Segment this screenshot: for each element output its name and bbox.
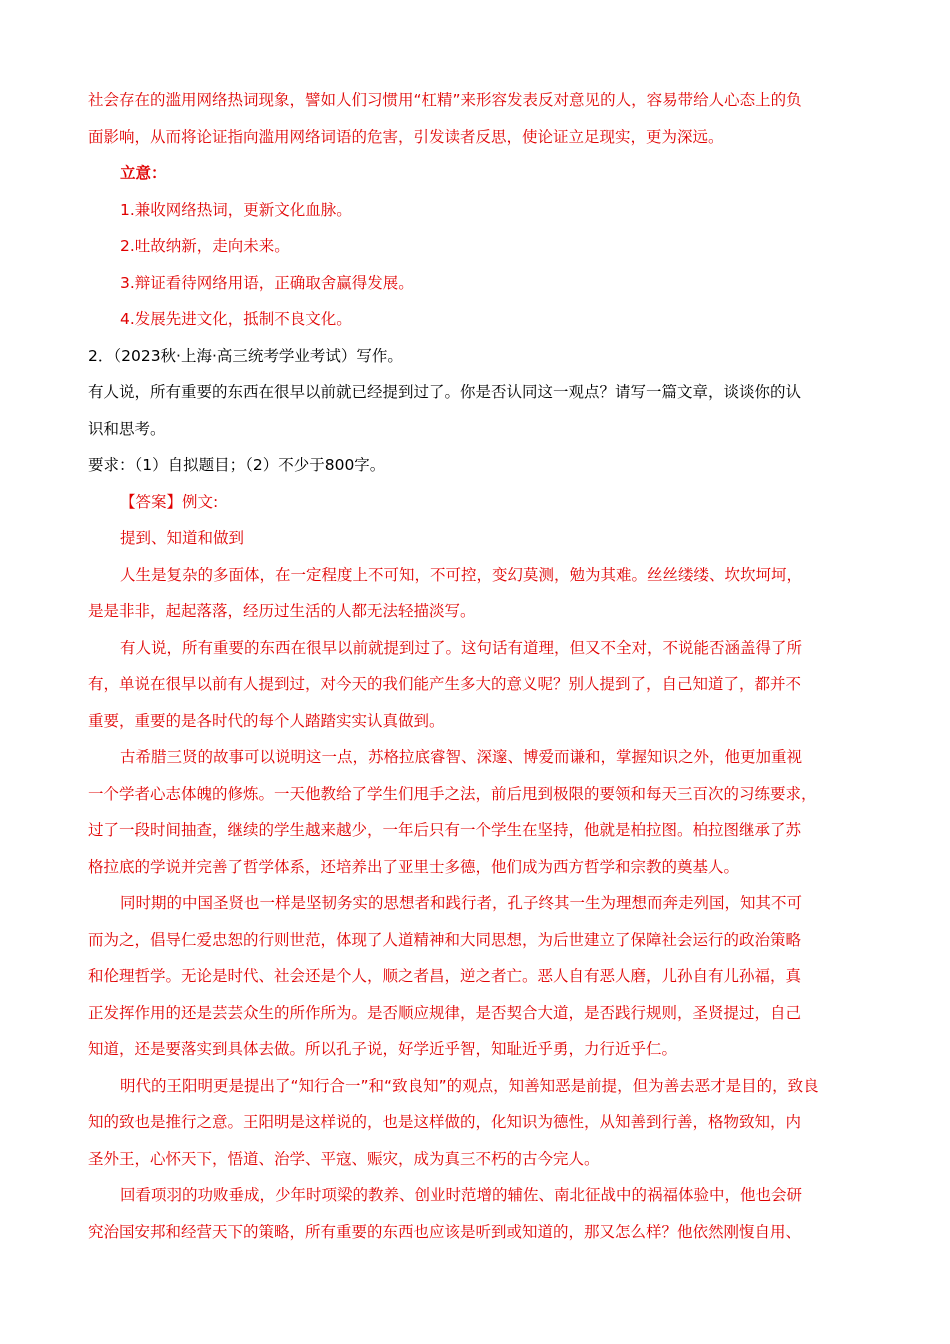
essay-line: 究治国安邦和经营天下的策略，所有重要的东西也应该是听到或知道的，那又怎么样？他依然刚愎自用、: [88, 1222, 802, 1241]
essay-paragraph-4: [88, 885, 862, 1068]
essay-line: 明代的王阳明更是提出了“知行合一”和“致良知”的观点，知善知恶是前提，但为善去恶才是目的，致良: [120, 1076, 819, 1095]
essay-line: 过了一段时间抽查，继续的学生越来越少，一年后只有一个学生在坚持，他就是柏拉图。柏拉图继承了苏: [88, 821, 802, 839]
theme-heading: 立意：: [120, 164, 167, 182]
theme-item-2: 2.吐故纳新，走向未来。: [120, 237, 290, 255]
answer-label-line: [88, 484, 862, 521]
document-page: [88, 82, 862, 1250]
essay-line: 有人说，所有重要的东西在很早以前就提到过了。这句话有道理，但又不全对，不说能否涵盖得了所: [120, 638, 803, 657]
essay-line: 有，单说在很早以前有人提到过，对今天的我们能产生多大的意义呢？别人提到了，自己知道了，都并不: [88, 675, 802, 693]
intro-line-2: 面影响，从而将论证指向滥用网络词语的危害，引发读者反思，使论证立足现实，更为深远。: [88, 127, 724, 146]
essay-line: 一个学者心志体魄的修炼。一天他教给了学生们甩手之法，前后甩到极限的要领和每天三百次的习练要求，: [88, 784, 817, 803]
essay-line: 重要，重要的是各时代的每个人踏踏实实认真做到。: [88, 711, 445, 730]
theme-item-1: 1.兼收网络热词，更新文化血脉。: [120, 200, 352, 219]
essay-line: 而为之，倡导仁爱忠恕的行则世范，体现了人道精神和大同思想，为后世建立了保障社会运行的政治策略: [88, 930, 802, 949]
essay-line: 是是非非，起起落落，经历过生活的人都无法轻描淡写。: [88, 602, 476, 620]
essay-paragraph-2: [88, 630, 862, 740]
answer-label: 例文:: [182, 492, 219, 511]
question-number-source: 2．（2023秋·上海·高三统考学业考试）写作。: [88, 346, 403, 365]
essay-line: 知道，还是要落实到具体去做。所以孔子说，好学近乎智，知耻近乎勇，力行近乎仁。: [88, 1040, 678, 1058]
essay-line: 知的致也是推行之意。王阳明是这样说的，也是这样做的，化知识为德性，从知善到行善，格物致知，内: [88, 1113, 802, 1131]
essay-line: 和伦理哲学。无论是时代、社会还是个人，顺之者昌，逆之者亡。恶人自有恶人磨，儿孙自有儿孙福，真: [88, 967, 802, 985]
question-prompt-line-2: 识和思考。: [88, 419, 166, 438]
theme-item-3: 3.辩证看待网络用语，正确取舍赢得发展。: [120, 273, 414, 292]
essay-paragraph-3: [88, 739, 862, 885]
question-prompt-line-1: 有人说，所有重要的东西在很早以前就已经提到过了。你是否认同这一观点？请写一篇文章，谈谈你的认: [88, 383, 802, 401]
essay-paragraph-5: [88, 1068, 862, 1178]
essay-line: 正发挥作用的还是芸芸众生的所作所为。是否顺应规律，是否契合大道，是否践行规则，圣贤提过，自己: [88, 1003, 802, 1022]
essay-line: 人生是复杂的多面体，在一定程度上不可知，不可控，变幻莫测，勉为其难。丝丝缕缕、坎坎坷坷，: [120, 565, 803, 584]
question-requirements: 要求：（1）自拟题目；（2）不少于800字。: [88, 456, 386, 474]
essay-paragraph-6: [88, 1177, 862, 1250]
theme-item-4: 4.发展先进文化，抵制不良文化。: [120, 310, 352, 328]
essay-line: 回看项羽的功败垂成，少年时项梁的教养、创业时范增的辅佐、南北征战中的祸福体验中，他也会研: [120, 1186, 803, 1204]
essay-line: 同时期的中国圣贤也一样是坚韧务实的思想者和践行者，孔子终其一生为理想而奔走列国，知其不可: [120, 894, 803, 912]
essay-title: 提到、知道和做到: [120, 529, 245, 547]
essay-paragraph-1: [88, 557, 862, 630]
answer-tag: 【答案】: [120, 492, 183, 511]
essay-line: 古希腊三贤的故事可以说明这一点，苏格拉底睿智、深邃、博爱而谦和，掌握知识之外，他更加重视: [120, 748, 803, 766]
essay-line: 圣外王，心怀天下，悟道、治学、平寇、赈灾，成为真三不朽的古今完人。: [88, 1149, 600, 1168]
essay-line: 格拉底的学说并完善了哲学体系，还培养出了亚里士多德，他们成为西方哲学和宗教的奠基人。: [88, 857, 740, 876]
intro-line-1: 社会存在的滥用网络热词现象，譬如人们习惯用“杠精”来形容发表反对意见的人，容易带给人心态上的负: [88, 91, 802, 109]
